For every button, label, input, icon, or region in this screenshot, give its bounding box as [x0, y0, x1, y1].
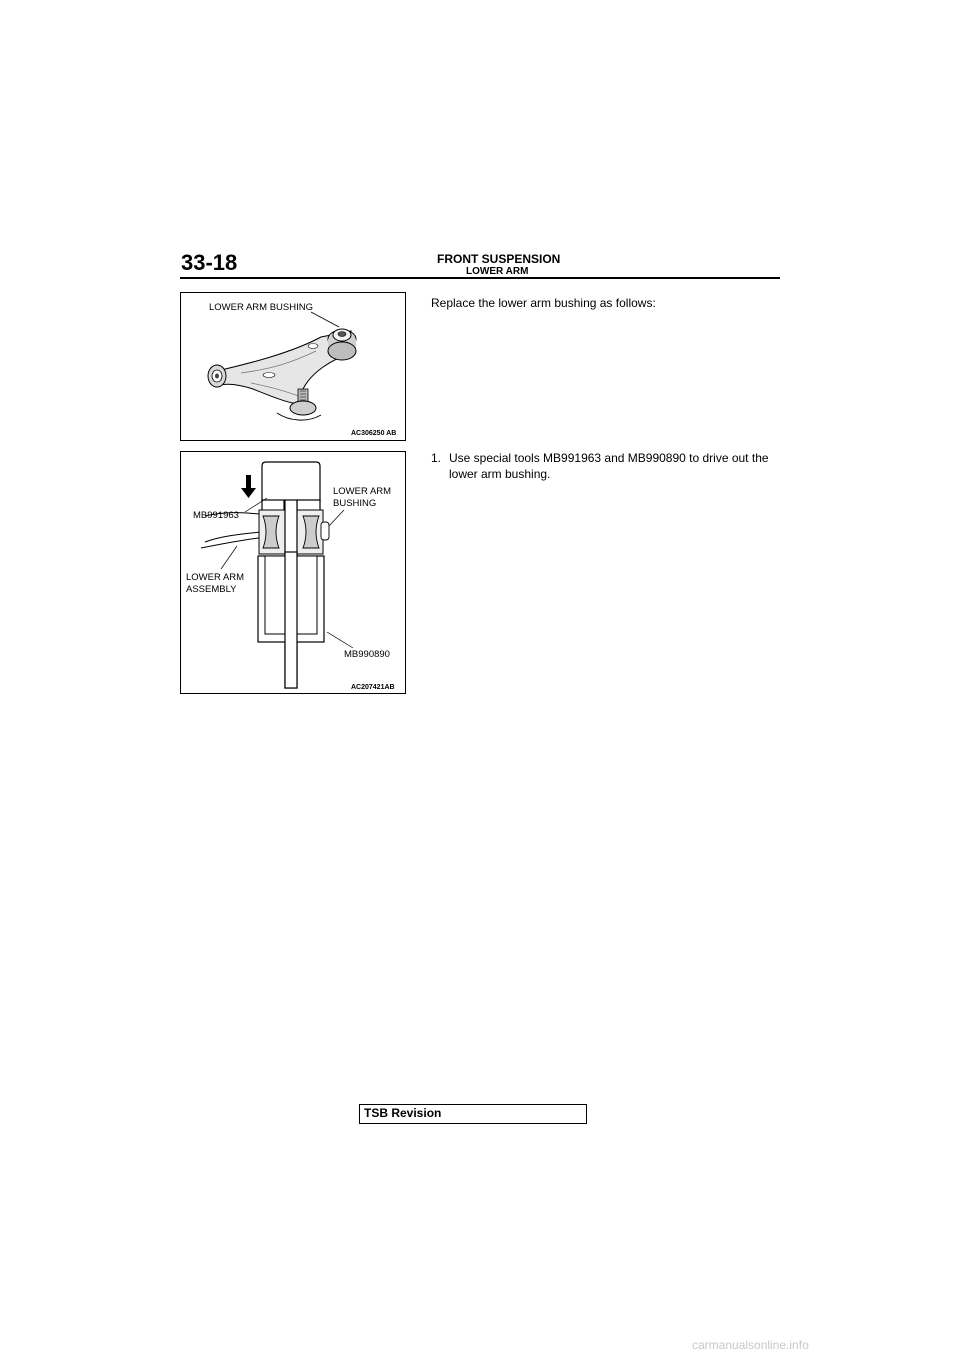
page-number: 33-18	[181, 250, 238, 275]
label-lower-arm-bushing: LOWER ARM BUSHING	[209, 302, 313, 313]
figure-code: AC306250 AB	[351, 430, 397, 437]
label-lower-arm-assembly-line2: ASSEMBLY	[186, 584, 237, 595]
step-number: 1.	[431, 451, 442, 465]
label-mb990890: MB990890	[344, 649, 390, 660]
label-mb991963: MB991963	[193, 510, 239, 521]
figure-lower-arm	[180, 292, 406, 441]
section-subtitle: LOWER ARM	[466, 266, 529, 277]
header-rule	[180, 277, 780, 279]
label-lower-arm-bushing-line1: LOWER ARM	[333, 486, 392, 497]
label-lower-arm-bushing-line2: BUSHING	[333, 498, 377, 509]
lower-arm-illustration	[181, 293, 405, 440]
section-title: FRONT SUSPENSION	[437, 252, 561, 266]
figure-bushing-removal	[180, 451, 406, 694]
label-lower-arm-assembly-line1: LOWER ARM	[186, 572, 245, 583]
tsb-revision-label: TSB Revision	[364, 1106, 442, 1120]
watermark: carmanualsonline.info	[692, 1338, 809, 1352]
intro-text: Replace the lower arm bushing as follows:	[431, 296, 656, 310]
figure-code: AC207421AB	[351, 684, 395, 691]
step-text: Use special tools MB991963 and MB990890 to drive out the lower arm bushing.	[449, 451, 769, 481]
